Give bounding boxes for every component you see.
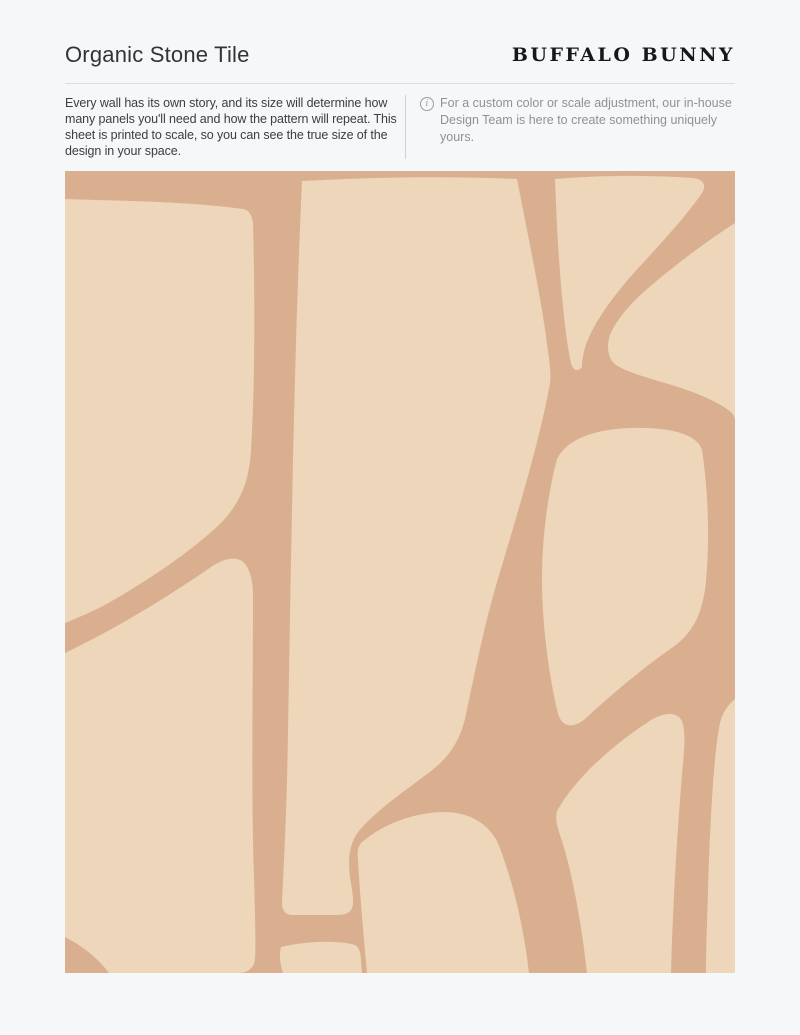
organic-stone-tile-pattern [65, 171, 735, 973]
description-text: Every wall has its own story, and its size will determine how many panels you'll need and how the pattern will repeat. This sheet is printed to scale, so you can see the true size of the design in your space. [65, 96, 397, 158]
info-row [65, 95, 735, 159]
page-title: Organic Stone Tile [65, 42, 250, 67]
header-divider [65, 83, 735, 84]
note-text: For a custom color or scale adjustment, our in-house Design Team is here to create something uniquely yours. [440, 96, 732, 144]
note-content [420, 95, 735, 146]
pattern-swatch [65, 171, 735, 973]
header [65, 40, 735, 70]
stone-bottom-strip [280, 942, 362, 973]
custom-design-note [405, 95, 735, 159]
info-icon: i [420, 97, 434, 111]
brand-logo: BUFFALO BUNNY [511, 44, 735, 66]
